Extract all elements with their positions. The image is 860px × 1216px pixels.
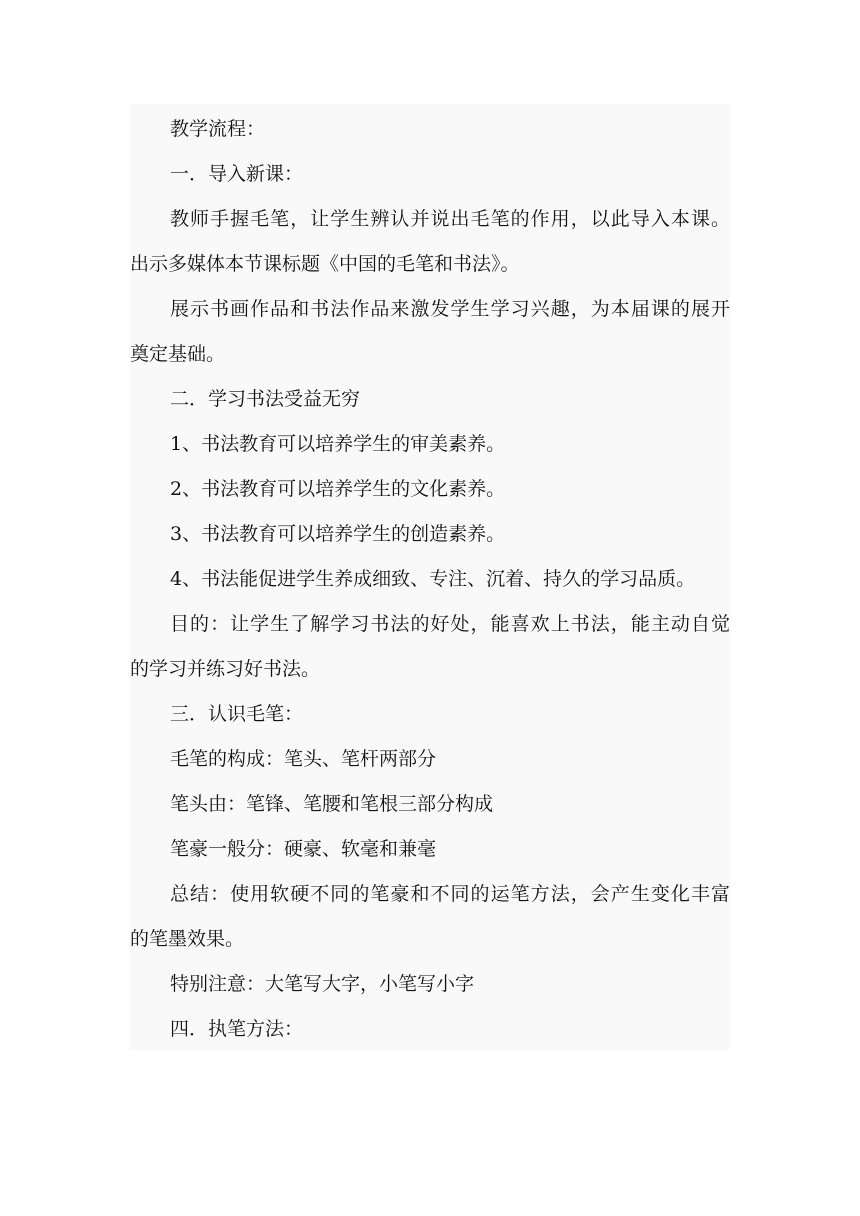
list-item: 3、书法教育可以培养学生的创造素养。 [170, 523, 506, 545]
paragraph-line: 目的：让学生了解学习书法的好处，能喜欢上书法，能主动自觉 [170, 613, 730, 635]
paragraph-line: 笔豪一般分：硬豪、软毫和兼毫 [170, 838, 437, 860]
paragraph-line: 笔头由：笔锋、笔腰和笔根三部分构成 [170, 793, 494, 815]
section-heading-teaching-process: 教学流程： [170, 118, 266, 140]
section-heading-introduction: 一．导入新课： [170, 163, 304, 185]
list-item: 1、书法教育可以培养学生的审美素养。 [170, 433, 506, 455]
paragraph-line: 的笔墨效果。 [130, 928, 245, 950]
section-heading-calligraphy-benefits: 二．学习书法受益无穷 [170, 388, 361, 410]
paragraph-line: 特别注意：大笔写大字，小笔写小字 [170, 973, 475, 995]
paragraph-line: 展示书画作品和书法作品来激发学生学习兴趣，为本届课的展开 [170, 298, 730, 320]
paragraph-line: 出示多媒体本节课标题《中国的毛笔和书法》。 [130, 253, 520, 275]
paragraph-line: 的学习并练习好书法。 [130, 658, 321, 680]
list-item: 4、书法能促进学生养成细致、专注、沉着、持久的学习品质。 [170, 568, 696, 590]
paragraph-line: 总结：使用软硬不同的笔豪和不同的运笔方法，会产生变化丰富 [170, 883, 730, 905]
section-heading-know-brush: 三．认识毛笔： [170, 703, 304, 725]
paragraph-line: 奠定基础。 [130, 343, 226, 365]
paragraph-line: 教师手握毛笔，让学生辨认并说出毛笔的作用，以此导入本课。 [170, 208, 730, 230]
section-heading-holding-method: 四．执笔方法： [170, 1018, 304, 1040]
list-item: 2、书法教育可以培养学生的文化素养。 [170, 478, 506, 500]
paragraph-line: 毛笔的构成：笔头、笔杆两部分 [170, 748, 437, 770]
